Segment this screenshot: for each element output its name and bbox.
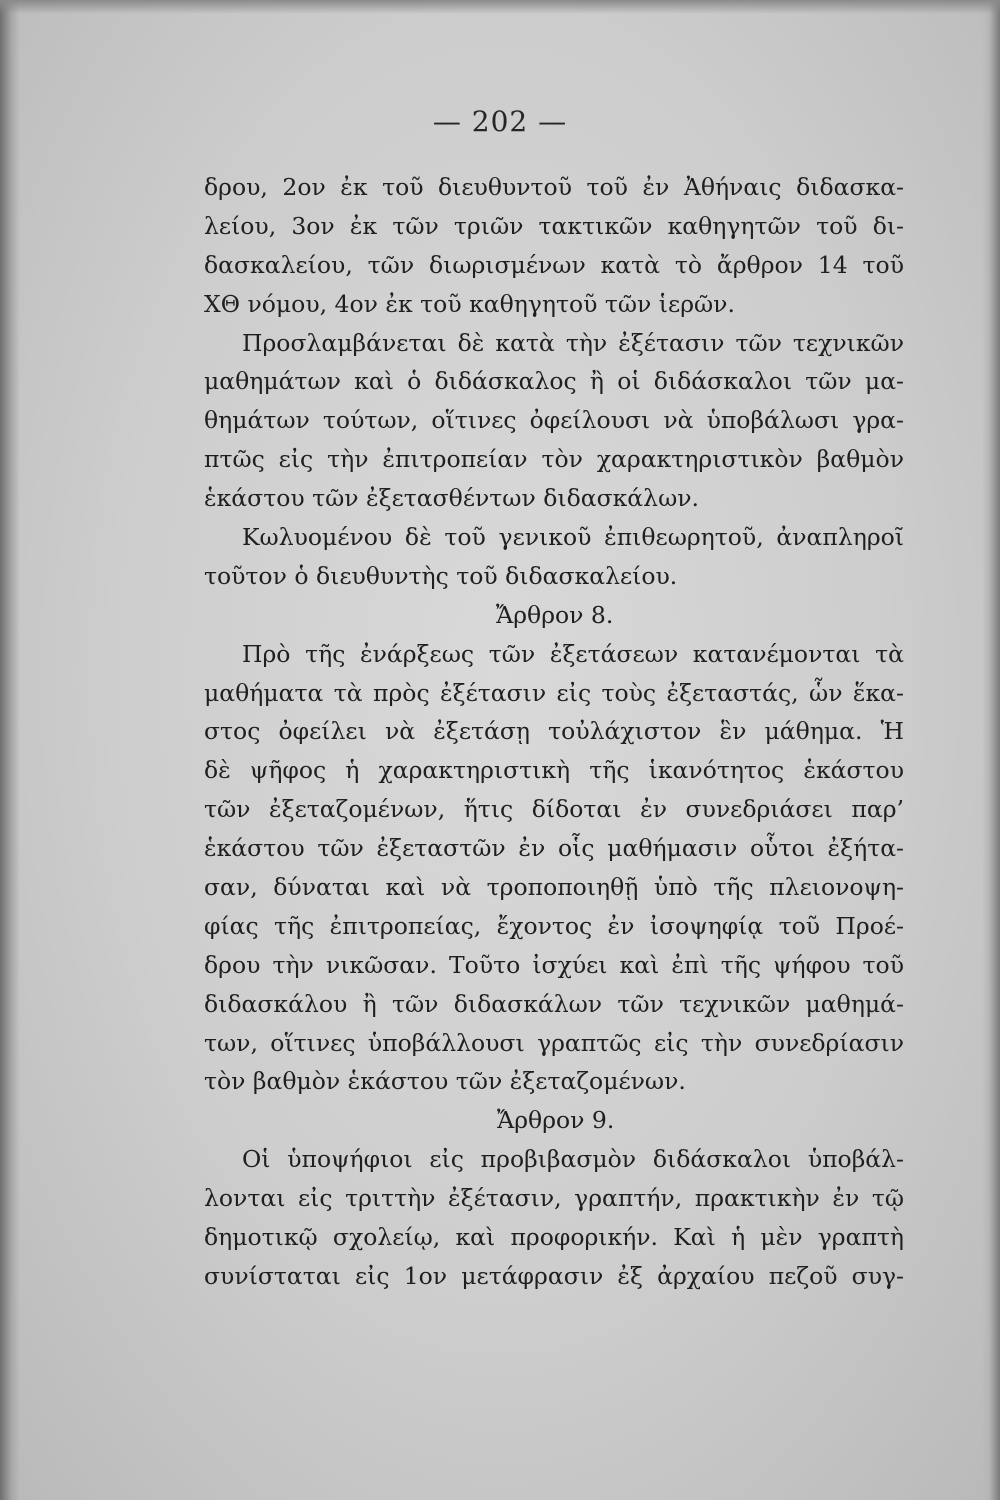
text-line: ἑκάστου τῶν ἐξεταστῶν ἐν οἷς μαθήμασιν οὗτοι ἐξήτα- — [204, 834, 904, 863]
text-line: θημάτων τούτων, οἵτινες ὀφείλουσι νὰ ὑποβάλωσι γρα- — [204, 406, 904, 435]
article-heading-9: Ἄρθρον 9. — [497, 1106, 615, 1135]
text-line: τὸν βαθμὸν ἑκάστου τῶν ἐξεταζομένων. — [204, 1067, 686, 1096]
page-top-shadow — [0, 0, 1000, 14]
text-line: ΧΘ νόμου, 4ον ἐκ τοῦ καθηγητοῦ τῶν ἱερῶν. — [204, 289, 735, 318]
text-line: των, οἵτινες ὑποβάλλουσι γραπτῶς εἰς τὴν συνεδρίασιν — [204, 1028, 904, 1057]
text-line: σαν, δύναται καὶ νὰ τροποποιηθῇ ὑπὸ τῆς πλειονοψη- — [204, 873, 904, 902]
text-line: δασκαλείου, τῶν διωρισμένων κατὰ τὸ ἄρθρον 14 τοῦ — [204, 250, 904, 279]
text-line: δρου, 2ον ἐκ τοῦ διευθυντοῦ τοῦ ἐν Ἀθήναις διδασκα- — [204, 173, 904, 201]
page-number: — 202 — — [432, 105, 568, 138]
text-line: συνίσταται εἰς 1ον μετάφρασιν ἐξ ἀρχαίου πεζοῦ συγ- — [204, 1261, 904, 1290]
text-line: λονται εἰς τριττὴν ἐξέτασιν, γραπτήν, πρακτικὴν ἐν τῷ — [204, 1184, 904, 1213]
page-right-shadow — [982, 0, 1000, 1500]
text-line: πτῶς εἰς τὴν ἐπιτροπείαν τὸν χαρακτηριστικὸν βαθμὸν — [204, 445, 904, 474]
text-line: διδασκάλου ἢ τῶν διδασκάλων τῶν τεχνικῶν μαθημά- — [204, 989, 904, 1018]
text-line: λείου, 3ον ἐκ τῶν τριῶν τακτικῶν καθηγητῶν τοῦ δι- — [204, 211, 904, 240]
text-line: τοῦτον ὁ διευθυντὴς τοῦ διδασκαλείου. — [204, 561, 678, 590]
page-left-shadow — [0, 0, 20, 1500]
text-line: δὲ ψῆφος ἡ χαρακτηριστικὴ τῆς ἱκανότητος ἑκάστου — [204, 756, 904, 785]
paragraph-first-line: Κωλυομένου δὲ τοῦ γενικοῦ ἐπιθεωρητοῦ, ἀναπληροῖ — [242, 523, 904, 552]
text-line: δημοτικῷ σχολείῳ, καὶ προφορικήν. Καὶ ἡ μὲν γραπτὴ — [204, 1223, 904, 1252]
article-heading-8: Ἄρθρον 8. — [496, 600, 614, 629]
text-line: μαθημάτων καὶ ὁ διδάσκαλος ἢ οἱ διδάσκαλοι τῶν μα- — [204, 367, 904, 396]
paragraph-first-line: Προσλαμβάνεται δὲ κατὰ τὴν ἐξέτασιν τῶν τεχνικῶν — [242, 328, 904, 357]
text-line: φίας τῆς ἐπιτροπείας, ἔχοντος ἐν ἰσοψηφίᾳ τοῦ Προέ- — [204, 911, 904, 940]
body-text — [204, 168, 904, 1296]
paragraph-first-line: Πρὸ τῆς ἐνάρξεως τῶν ἐξετάσεων κατανέμονται τὰ — [242, 639, 904, 668]
paragraph-first-line: Οἱ ὑποψήφιοι εἰς προβιβασμὸν διδάσκαλοι ὑποβάλ- — [242, 1145, 904, 1174]
text-line: ἑκάστου τῶν ἐξετασθέντων διδασκάλων. — [204, 484, 699, 513]
text-line: στος ὀφείλει νὰ ἐξετάσῃ τοὐλάχιστον ἓν μάθημα. Ἡ — [204, 717, 904, 746]
text-line: μαθήματα τὰ πρὸς ἐξέτασιν εἰς τοὺς ἐξεταστάς, ὧν ἕκα- — [204, 678, 904, 707]
text-line: δρου τὴν νικῶσαν. Τοῦτο ἰσχύει καὶ ἐπὶ τῆς ψήφου τοῦ — [204, 950, 904, 979]
text-line: τῶν ἐξεταζομένων, ἥτις δίδοται ἐν συνεδριάσει παρ’ — [204, 795, 904, 824]
